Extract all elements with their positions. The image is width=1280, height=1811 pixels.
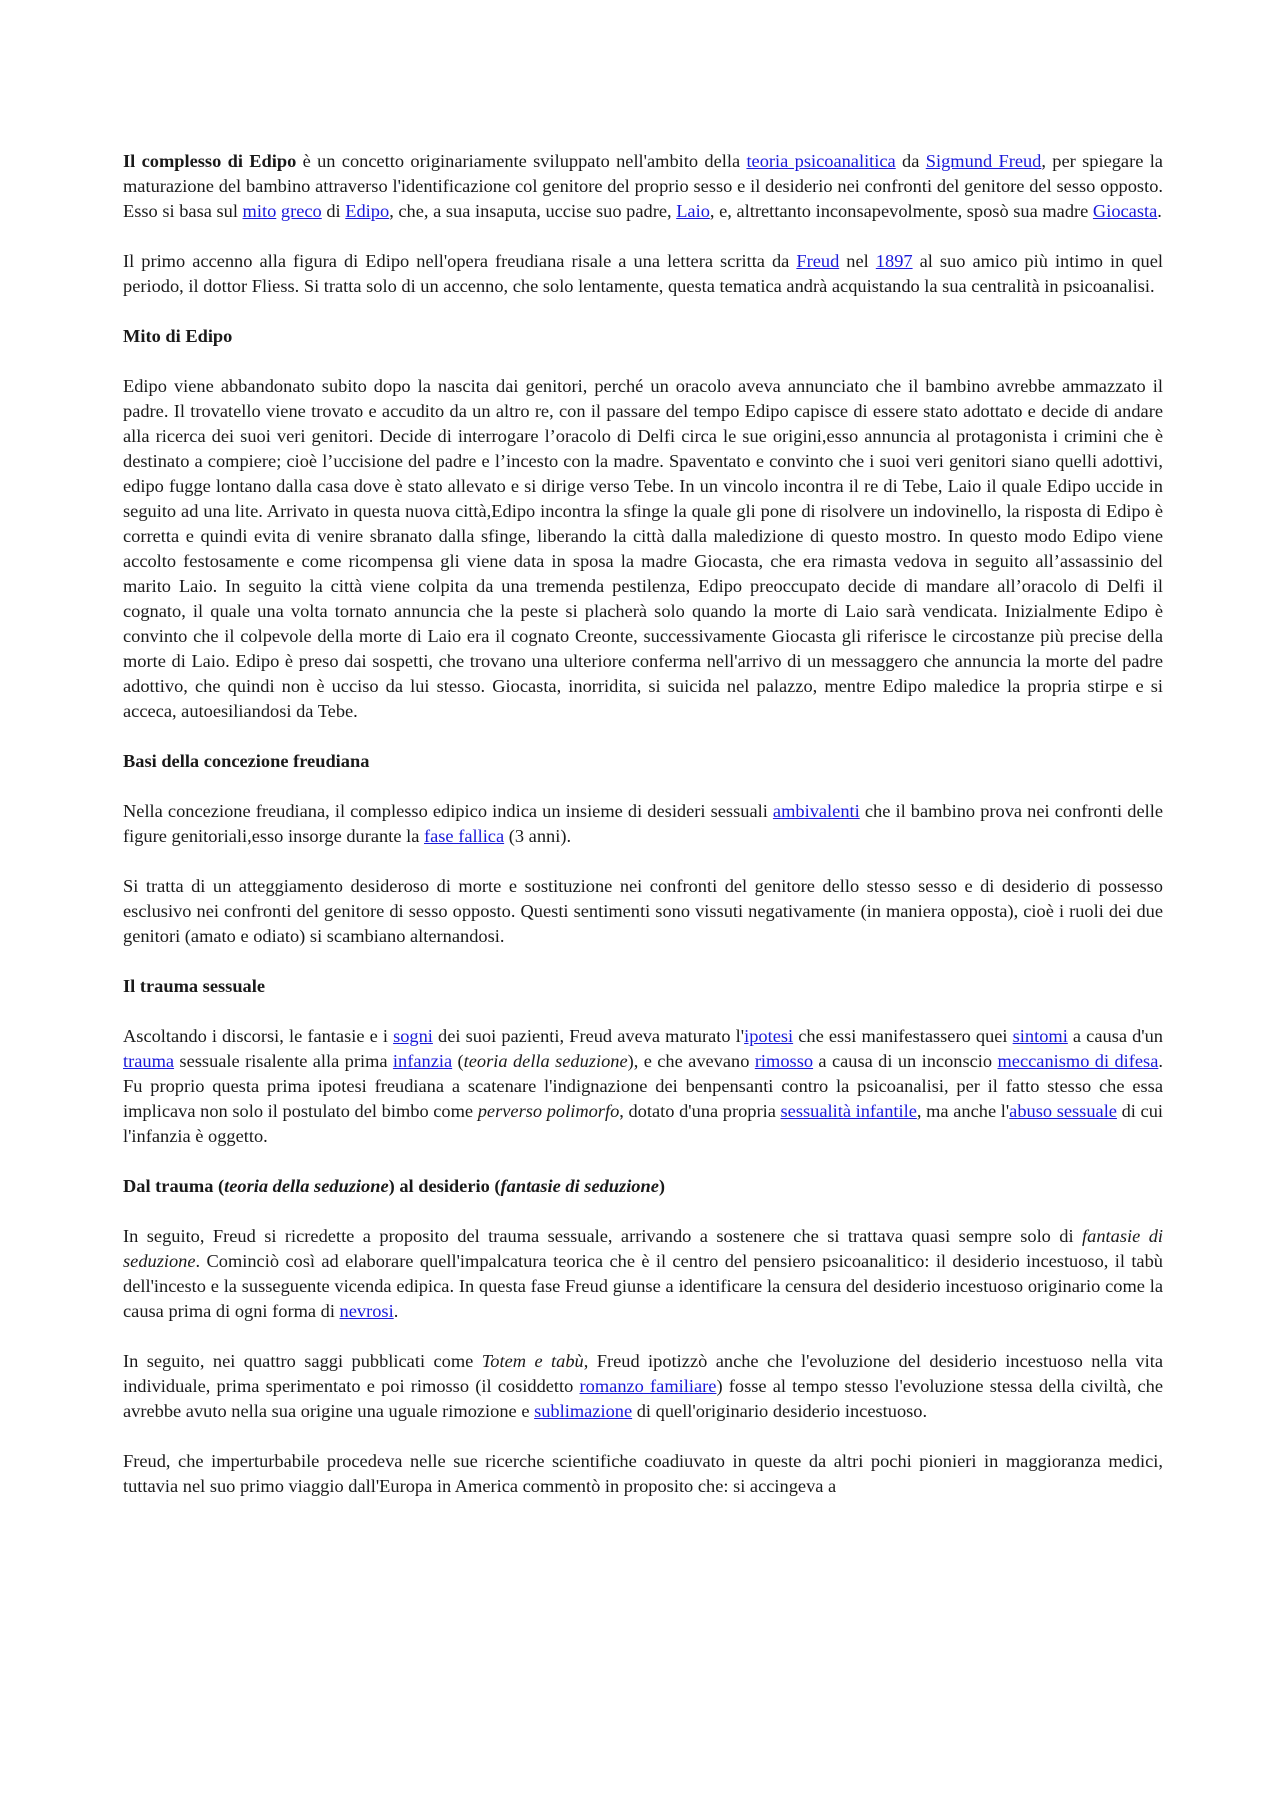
link-sigmund-freud[interactable]: Sigmund Freud [925,151,1042,171]
document-page [123,149,1163,1524]
text: Ascoltando i discorsi, le fantasie e i [123,1026,394,1046]
text: ( [452,1051,464,1071]
text: , Freud ipotizzò anche che l'evoluzione del desiderio incestuoso nella vita individuale, prima sperimentato e poi rimosso (il cosiddetto [123,1351,1163,1396]
text: Dal trauma ( [123,1176,225,1196]
heading-trauma-sessuale: Il trauma sessuale [123,976,266,996]
italic-heading-teoria: teoria della seduzione [224,1176,389,1196]
link-sessualita-infantile[interactable]: sessualità infantile [780,1101,917,1121]
italic-perverso-polimorfo: perverso polimorfo [477,1101,620,1121]
text: (3 anni). [504,826,572,846]
basi-paragraph-2: Si tratta di un atteggiamento desideroso di morte e sostituzione nei confronti del genitore dello stesso sesso e di desiderio di possesso esclusivo nei confronti del genitore di sesso opposto. Questi sentimenti sono vissuti negativamente (in maniera opposta), cioè i ruoli dei due genitori (amato e odiato) si scambiano alternandosi. [123,876,1163,946]
italic-heading-fantasie: fantasie di seduzione [500,1176,659,1196]
link-infanzia[interactable]: infanzia [392,1051,453,1071]
text: che essi manifestassero quei [793,1026,1013,1046]
heading-dal-trauma-al-desiderio [123,1174,1163,1199]
text: ) fosse al tempo stesso l'evoluzione stessa della civiltà, che avrebbe avuto nella sua origine una uguale rimozione e [123,1376,1164,1421]
text: Nella concezione freudiana, il complesso edipico indica un insieme di desideri sessuali [123,801,773,821]
link-greco[interactable]: greco [280,201,322,221]
link-laio[interactable]: Laio [676,201,710,221]
text: di cui l'infanzia è oggetto. [123,1101,1164,1146]
text: di [321,201,346,221]
text: ), e che avevano [627,1051,755,1071]
text: , che, a sua insaputa, uccise suo padre, [389,201,677,221]
mito-paragraph: Edipo viene abbandonato subito dopo la nascita dai genitori, perché un oracolo aveva annunciato che il bambino avrebbe ammazzato il padre. Il trovatello viene trovato e accudito da un altro re, con il passare del tempo Edipo capisce di essere stato adottato e decide di andare alla ricerca dei suoi veri genitori. Decide di interrogare l’oracolo di Delfi circa le sue origini,esso annuncia al protagonista i crimini che è destinato a compiere; cioè l’uccisione del padre e l’incesto con la madre. Spaventato e convinto che i suoi veri genitori siano quelli adottivi, edipo fugge lontano dalla casa dove è stato allevato e si dirige verso Tebe. In un vincolo incontra il re di Tebe, Laio il quale Edipo uccide in seguito ad una lite. Arrivato in questa nuova città,Edipo incontra la sfinge la quale gli pone di risolvere un indovinello, la risposta di Edipo è corretta e quindi evita di venire sbranato dalla sfinge, liberando la città dalla maledizione di questo mostro. In questo modo Edipo viene accolto festosamente e come ricompensa gli viene data in sposa la madre Giocasta, che era rimasta vedova in seguito all’assassinio del marito Laio. In seguito la città viene colpita da una tremenda pestilenza, Edipo preoccupato decide di mandare all’oracolo di Delfi il cognato, il quale una volta tornato annuncia che la peste si placherà solo quando la morte di Laio sarà vendicata. Inizialmente Edipo è convinto che il colpevole della morte di Laio era il cognato Creonte, successivamente Giocasta gli riferisce le circostanze più precise della morte di Laio. Edipo è preso dai sospetti, che trovano una ulteriore conferma nell'arrivo di un messaggero che annuncia la morte del padre adottivo, che quindi non è ucciso da lui stesso. Giocasta, inorridita, si suicida nel palazzo, mentre Edipo maledice la propria stirpe e si acceca, autoesiliandosi da Tebe. [123,376,1163,721]
link-sogni[interactable]: sogni [393,1026,433,1046]
link-meccanismo-di-difesa[interactable]: meccanismo di difesa [997,1051,1159,1071]
link-sublimazione[interactable]: sublimazione [534,1401,633,1421]
trauma-paragraph [123,1024,1163,1149]
link-ambivalenti[interactable]: ambivalenti [772,801,860,821]
text: al suo amico più intimo in quel periodo, il dottor Fliess. Si tratta solo di un accenno, che solo lentamente, questa tematica andrà acquistando la sua centralità in psicoanalisi. [123,251,1163,296]
text: da [895,151,926,171]
link-trauma[interactable]: trauma [123,1051,175,1071]
text: che il bambino prova nei confronti delle figure genitoriali,esso insorge durante la [123,801,1163,846]
italic-teoria-seduzione: teoria della seduzione [463,1051,628,1071]
term-title: Il complesso di Edipo [123,151,297,171]
intro-paragraph-2 [123,249,1163,299]
link-romanzo-familiare[interactable]: romanzo familiare [579,1376,717,1396]
link-teoria-psicoanalitica[interactable]: teoria psicoanalitica [746,151,896,171]
text: , ma anche l' [916,1101,1010,1121]
link-edipo[interactable]: Edipo [345,201,390,221]
dal-paragraph-3: Freud, che imperturbabile procedeva nelle sue ricerche scientifiche coadiuvato in queste da altri pochi pionieri in maggioranza medici, tuttavia nel suo primo viaggio dall'Europa in America commentò in proposito che: si accingeva a [123,1451,1163,1496]
heading-mito-di-edipo: Mito di Edipo [123,326,233,346]
link-freud[interactable]: Freud [796,251,840,271]
text: In seguito, nei quattro saggi pubblicati come [123,1351,482,1371]
italic-totem-tabu: Totem e tabù [481,1351,584,1371]
heading-basi-concezione: Basi della concezione freudiana [123,751,370,771]
link-nevrosi[interactable]: nevrosi [339,1301,394,1321]
basi-paragraph-1 [123,799,1163,849]
text: è un concetto originariamente sviluppato nell'ambito della [296,151,747,171]
text: , per spiegare la maturazione del bambino attraverso l'identificazione col genitore del proprio sesso e il desiderio nei confronti del genitore del sesso opposto. Esso si basa sul [123,151,1163,221]
text: sessuale risalente alla prima [174,1051,393,1071]
link-1897[interactable]: 1897 [875,251,913,271]
text: , dotato d'una propria [619,1101,781,1121]
text: Il primo accenno alla figura di Edipo nell'opera freudiana risale a una lettera scritta da [123,251,797,271]
dal-paragraph-2 [123,1349,1163,1424]
link-rimosso[interactable]: rimosso [754,1051,814,1071]
text: . Fu proprio questa prima ipotesi freudiana a scatenare l'indignazione dei benpensanti contro la psicoanalisi, per il fatto stesso che essa implicava non solo il postulato del bimbo come [123,1051,1163,1121]
italic-fantasie-seduzione: fantasie di seduzione [123,1226,1163,1271]
text: . [1157,201,1162,221]
link-fase-fallica[interactable]: fase fallica [423,826,505,846]
text: di quell'originario desiderio incestuoso. [632,1401,928,1421]
link-sintomi[interactable]: sintomi [1012,1026,1068,1046]
link-ipotesi[interactable]: ipotesi [744,1026,794,1046]
text: . Cominciò così ad elaborare quell'impalcatura teorica che è il centro del pensiero psicoanalitico: il desiderio incestuoso, il tabù dell'incesto e la susseguente vicenda edipica. In questa fase Freud giunse a identificare la censura del desiderio incestuoso originario come la causa prima di ogni forma di [123,1251,1163,1321]
intro-paragraph-1 [123,149,1163,224]
text: , e, altrettanto inconsapevolmente, sposò sua madre [709,201,1093,221]
link-mito[interactable]: mito [242,201,277,221]
text: ) [658,1176,666,1196]
text: nel [839,251,876,271]
link-giocasta[interactable]: Giocasta [1092,201,1158,221]
text: a causa di un inconscio [813,1051,998,1071]
text: In seguito, Freud si ricredette a proposito del trauma sessuale, arrivando a sostenere che si trattava quasi sempre solo di [123,1226,1083,1246]
dal-paragraph-1 [123,1224,1163,1324]
text: dei suoi pazienti, Freud aveva maturato l' [432,1026,745,1046]
text: . [393,1301,399,1321]
text: a causa d'un [1067,1026,1164,1046]
text: ) al desiderio ( [388,1176,501,1196]
link-abuso-sessuale[interactable]: abuso sessuale [1009,1101,1117,1121]
